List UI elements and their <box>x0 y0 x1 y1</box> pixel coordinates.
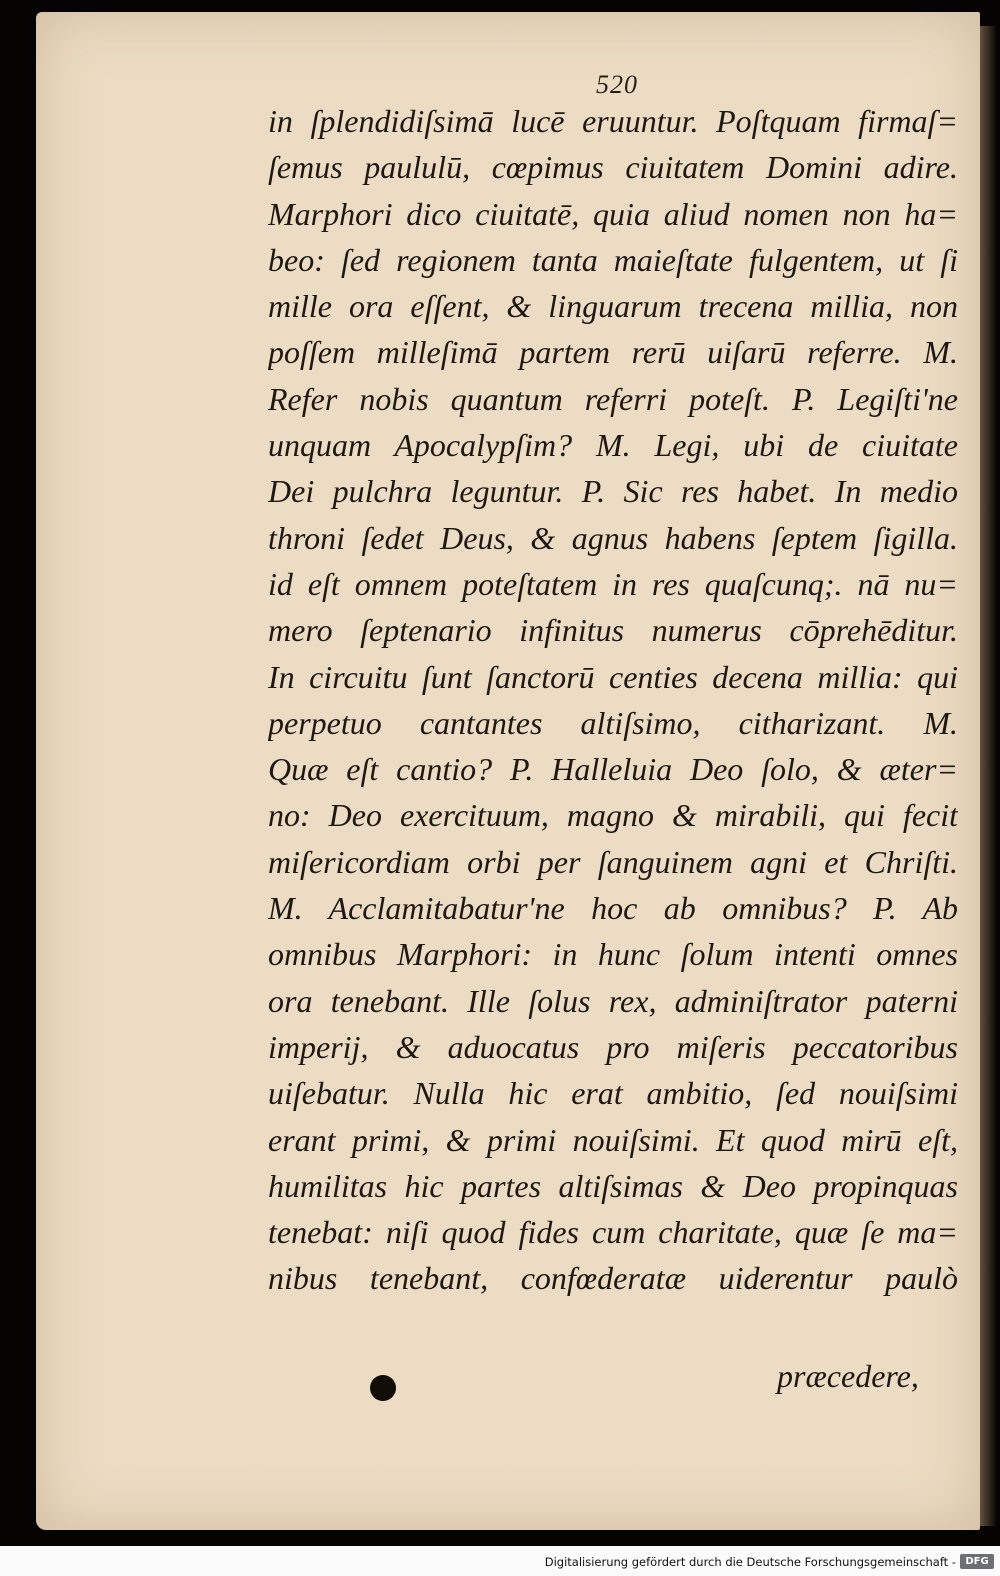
funding-credit: Digitalisierung gefördert durch die Deutsche Forschungsgemeinschaft - <box>544 1555 956 1569</box>
dfg-logo: DFG <box>960 1554 994 1569</box>
page-number: 520 <box>596 70 638 99</box>
text-line: humilitas hic partes altiſsimas & Deo propinquas <box>268 1167 958 1204</box>
text-line: beo: ſed regionem tanta maieſtate fulgentem, ut ſi <box>268 241 958 278</box>
text-line: M. Acclamitabatur'ne hoc ab omnibus? P. Ab <box>268 890 958 927</box>
text-line: tenebat: niſi quod fides cum charitate, quæ ſe ma= <box>268 1214 958 1251</box>
text-line: erant primi, & primi nouiſsimi. Et quod mirū eſt, <box>268 1121 958 1158</box>
text-line: mille ora eſſent, & linguarum trecena millia, non <box>268 288 958 325</box>
text-line: ſemus paululū, cœpimus ciuitatem Domini adire. <box>268 149 958 186</box>
text-line: mero ſeptenario infinitus numerus cōprehēditur. <box>268 612 958 649</box>
text-line: no: Deo exercituum, magno & mirabili, qui fecit <box>268 797 958 834</box>
text-line: Quæ eſt cantio? P. Halleluia Deo ſolo, & æter= <box>268 751 958 788</box>
book-page-edge <box>978 26 996 1526</box>
body-text <box>268 98 958 1302</box>
text-line: perpetuo cantantes altiſsimo, citharizant. M. <box>268 704 958 741</box>
text-line: id eſt omnem poteſtatem in res quaſcunq;. nā nu= <box>268 565 958 602</box>
text-line: ora tenebant. Ille ſolus rex, adminiſtrator paterni <box>268 982 958 1019</box>
text-line: Dei pulchra leguntur. P. Sic res habet. In medio <box>268 473 958 510</box>
text-line: miſericordiam orbi per ſanguinem agni et Chriſti. <box>268 843 958 880</box>
catchword: præcedere, <box>777 1358 919 1394</box>
text-line: in ſplendidiſsimā lucē eruuntur. Poſtquam firmaſ= <box>268 103 958 139</box>
text-line: omnibus Marphori: in hunc ſolum intenti omnes <box>268 936 958 973</box>
text-line: unquam Apocalypſim? M. Legi, ubi de ciuitate <box>268 427 958 464</box>
text-line: poſſem milleſimā partem rerū uiſarū referre. M. <box>268 334 958 371</box>
text-line: Refer nobis quantum referri poteſt. P. Legiſti'ne <box>268 380 958 417</box>
text-line: nibus tenebant, confœderatæ uiderentur paulò <box>268 1260 958 1297</box>
text-line: In circuitu ſunt ſanctorū centies decena millia: qui <box>268 658 958 695</box>
text-line: throni ſedet Deus, & agnus habens ſeptem ſigilla. <box>268 519 958 556</box>
text-line: imperij, & aduocatus pro miſeris peccatoribus <box>268 1028 958 1065</box>
text-line: uiſebatur. Nulla hic erat ambitio, ſed nouiſsimi <box>268 1075 958 1112</box>
text-line: Marphori dico ciuitatē, quia aliud nomen non ha= <box>268 195 958 232</box>
ink-blot-mark <box>370 1375 396 1401</box>
